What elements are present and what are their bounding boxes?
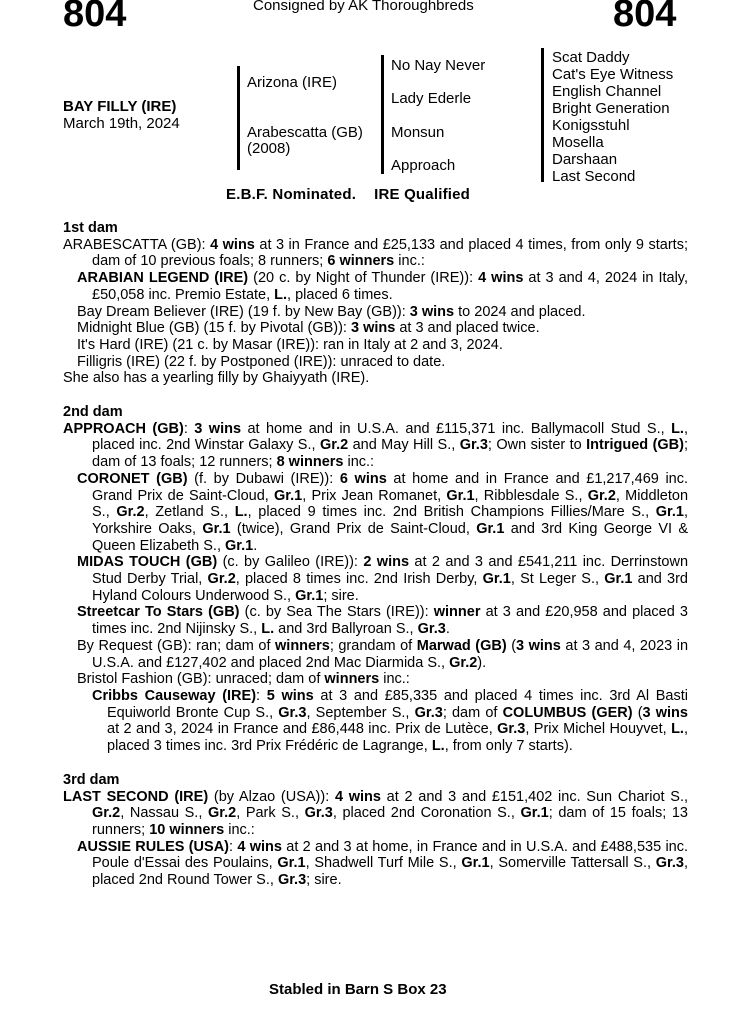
pedigree-entry: It's Hard (IRE) (21 c. by Masar (IRE)): ran in Italy at 2 and 3, 2024. <box>77 336 503 353</box>
bold-text: Gr.3 <box>497 721 526 738</box>
pedigree-gen3-name: Bright Generation <box>552 100 670 117</box>
pedigree-gen3-name: Last Second <box>552 168 636 185</box>
section-heading: 2nd dam <box>63 404 123 421</box>
bold-text: AUSSIE RULES (USA) <box>77 838 230 855</box>
bold-text: Gr.1 <box>461 855 490 872</box>
nominations <box>226 186 488 203</box>
stabling-info: Stabled in Barn S Box 23 <box>269 981 447 998</box>
bold-text: 6 wins <box>339 470 387 487</box>
bold-text: Gr.2 <box>319 437 349 454</box>
bold-text: L. <box>234 504 248 521</box>
bold-text: 8 winners <box>276 454 344 471</box>
pedigree-bracket-1 <box>237 66 240 170</box>
pedigree-entry: By Request (GB): ran; dam of winners; grandam of Marwad (GB) (3 wins at 3 and 4, 2023 in U.S.A. and £127,402 and placed 2nd Mac Diarmida S., Gr.2). <box>77 637 689 671</box>
bold-text: COLUMBUS (GER) <box>502 704 633 721</box>
pedigree-dam-year: (2008) <box>247 140 291 157</box>
bold-text: Gr.1 <box>277 855 306 872</box>
bold-text: 3 wins <box>350 320 396 337</box>
bold-text: Gr.1 <box>202 520 231 537</box>
pedigree-gen3-name: Mosella <box>552 134 604 151</box>
bold-text: Gr.2 <box>207 805 237 822</box>
bold-text: 10 winners <box>149 821 225 838</box>
bold-text: winner <box>433 604 481 621</box>
bold-text: Gr.3 <box>277 872 307 889</box>
pedigree-entry: AUSSIE RULES (USA): 4 wins at 2 and 3 at home, in France and in U.S.A. and £488,535 inc. Poule d'Essai des Poulains, Gr.1, Shadwell Turf Mile S., Gr.1, Somerville Tattersall S., Gr.3, placed 2nd Round Tower S., Gr.3; sire. <box>77 838 689 889</box>
bold-text: APPROACH (GB) <box>63 420 184 437</box>
bold-text: Gr.3 <box>459 437 488 454</box>
pedigree-sire-sire: No Nay Never <box>391 57 486 74</box>
horse-foaled: March 19th, 2024 <box>63 115 180 132</box>
pedigree-entry: Bristol Fashion (GB): unraced; dam of winners inc.: <box>77 671 410 688</box>
pedigree-dam-sire: Monsun <box>391 124 445 141</box>
pedigree-sire-dam: Lady Ederle <box>391 90 472 107</box>
bold-text: 3 wins <box>194 420 242 437</box>
bold-text: Gr.3 <box>417 621 446 638</box>
bold-text: Gr.3 <box>414 704 443 721</box>
ebf-nomination: E.B.F. Nominated. <box>226 186 357 203</box>
bold-text: L. <box>671 420 684 437</box>
bold-text: LAST SECOND (IRE) <box>63 788 209 805</box>
pedigree-gen3-name: Konigsstuhl <box>552 117 630 134</box>
section-gap <box>63 387 688 404</box>
bold-text: ARABIAN LEGEND (IRE) <box>77 270 249 287</box>
bold-text: Gr.3 <box>655 855 684 872</box>
bold-text: 3 wins <box>642 704 688 721</box>
bold-text: 4 wins <box>237 838 282 855</box>
bold-text: Gr.1 <box>655 504 684 521</box>
bold-text: L. <box>671 721 684 738</box>
pedigree-dam: Arabescatta (GB) <box>247 124 363 141</box>
pedigree-dam-dam: Approach <box>391 157 456 174</box>
pedigree-entry: Streetcar To Stars (GB) (c. by Sea The Stars (IRE)): winner at 3 and £20,958 and placed 3 times inc. 2nd Nijinsky S., L. and 3rd Ballyroan S., Gr.3. <box>77 604 688 638</box>
bold-text: Intrigued (GB) <box>586 437 684 454</box>
pedigree-gen3-name: Scat Daddy <box>552 49 630 66</box>
pedigree-entry: She also has a yearling filly by Ghaiyyath (IRE). <box>63 370 370 387</box>
bold-text: CORONET (GB) <box>77 470 188 487</box>
pedigree-bracket-2 <box>381 55 384 174</box>
pedigree-bracket-3 <box>541 48 544 182</box>
bold-text: Gr.2 <box>207 571 236 588</box>
bold-text: 4 wins <box>334 788 381 805</box>
bold-text: Gr.1 <box>446 487 475 504</box>
bold-text: MIDAS TOUCH (GB) <box>77 554 218 571</box>
bold-text: Streetcar To Stars (GB) <box>77 604 240 621</box>
bold-text: winners <box>275 637 330 654</box>
pedigree-entry: ARABIAN LEGEND (IRE) (20 c. by Night of Thunder (IRE)): 4 wins at 3 and 4, 2024 in Italy, £50,058 inc. Premio Estate, L., placed 6 times. <box>77 270 689 303</box>
bold-text: L. <box>431 738 445 755</box>
bold-text: Gr.2 <box>587 487 616 504</box>
bold-text: L. <box>261 621 275 638</box>
pedigree-entry: ARABESCATTA (GB): 4 wins at 3 in France and £25,133 and placed 4 times, from only 9 starts; dam of 10 previous foals; 8 runners; 6 winners inc.: <box>63 236 688 270</box>
pedigree-gen3-name: English Channel <box>552 83 662 100</box>
section-gap <box>63 755 688 772</box>
pedigree-entry: Cribbs Causeway (IRE): 5 wins at 3 and £85,335 and placed 4 times inc. 3rd Al Basti Equiworld Bronte Cup S., Gr.3, September S., Gr.3; dam of COLUMBUS (GER) (3 wins at 2 and 3, 2024 in France and £86,448 inc. Prix de Lutèce, Gr.3, Prix Michel Houyvet, L., placed 3 times inc. 3rd Prix Frédéric de Lagrange, L., from only 7 starts). <box>92 687 688 755</box>
bold-text: 3 wins <box>516 637 561 654</box>
ire-qualified: IRE Qualified <box>374 186 471 203</box>
bold-text: 4 wins <box>210 236 255 253</box>
bold-text: Gr.1 <box>520 805 549 822</box>
bold-text: Gr.1 <box>482 571 511 588</box>
bold-text: Gr.2 <box>92 805 121 822</box>
bold-text: Gr.2 <box>116 504 145 521</box>
pedigree-gen3-name: Cat's Eye Witness <box>552 66 674 83</box>
pedigree-entry: APPROACH (GB): 3 wins at home and in U.S.A. and £115,371 inc. Ballymacoll Stud S., L., placed inc. 2nd Winstar Galaxy S., Gr.2 and May Hill S., Gr.3; Own sister to Intrigued (GB); dam of 13 foals; 12 runners; 8 winners inc.: <box>63 420 689 471</box>
pedigree-entry: CORONET (GB) (f. by Dubawi (IRE)): 6 wins at home and in France and £1,217,469 inc. Grand Prix de Saint-Cloud, Gr.1, Prix Jean Romanet, Gr.1, Ribblesdale S., Gr.2, Middleton S., Gr.2, Zetland S., L., placed 9 times inc. 2nd British Champions Fillies/Mare S., Gr.1, Yorkshire Oaks, Gr.1 (twice), Grand Prix de Saint-Cloud, Gr.1 and 3rd King George VI & Queen Elizabeth S., Gr.1. <box>77 470 689 554</box>
lot-number-left: 804 <box>63 0 127 35</box>
catalogue-body <box>63 220 688 889</box>
lot-number-right: 804 <box>613 0 677 35</box>
pedigree-entry: Bay Dream Believer (IRE) (19 f. by New Bay (GB)): 3 wins to 2024 and placed. <box>77 303 586 320</box>
bold-text: Gr.3 <box>304 805 333 822</box>
pedigree-entry: LAST SECOND (IRE) (by Alzao (USA)): 4 wins at 2 and 3 and £151,402 inc. Sun Chariot S., Gr.2, Nassau S., Gr.2, Park S., Gr.3, placed 2nd Coronation S., Gr.1; dam of 15 foals; 13 runners; 10 winners inc.: <box>63 788 689 838</box>
bold-text: Gr.3 <box>278 704 307 721</box>
horse-sex: BAY FILLY (IRE) <box>63 98 177 115</box>
bold-text: Gr.1 <box>476 520 505 537</box>
consignor: Consigned by AK Thoroughbreds <box>253 0 474 14</box>
bold-text: Gr.1 <box>225 537 254 554</box>
bold-text: Gr.1 <box>274 487 303 504</box>
bold-text: 4 wins <box>478 270 524 287</box>
bold-text: 3 wins <box>409 303 455 320</box>
pedigree-entry: MIDAS TOUCH (GB) (c. by Galileo (IRE)): 2 wins at 2 and 3 and £541,211 inc. Derrinstown Stud Derby Trial, Gr.2, placed 8 times inc. 2nd Irish Derby, Gr.1, St Leger S., Gr.1 and 3rd Hyland Colours Underwood S., Gr.1; sire. <box>77 554 689 604</box>
section-heading: 1st dam <box>63 220 118 236</box>
bold-text: 6 winners <box>327 253 395 270</box>
bold-text: Marwad (GB) <box>416 637 507 654</box>
pedigree-sire: Arizona (IRE) <box>247 74 338 91</box>
bold-text: Gr.1 <box>604 571 633 588</box>
pedigree-entry: Filligris (IRE) (22 f. by Postponed (IRE)): unraced to date. <box>77 353 446 370</box>
section-heading: 3rd dam <box>63 771 120 788</box>
bold-text: Cribbs Causeway (IRE) <box>92 687 257 704</box>
bold-text: Gr.1 <box>295 587 324 604</box>
bold-text: L. <box>274 286 288 303</box>
pedigree-entry: Midnight Blue (GB) (15 f. by Pivotal (GB)): 3 wins at 3 and placed twice. <box>77 320 540 337</box>
bold-text: 2 wins <box>363 554 410 571</box>
pedigree-gen3-name: Darshaan <box>552 151 618 168</box>
bold-text: winners <box>324 671 380 688</box>
bold-text: 5 wins <box>266 687 314 704</box>
pedigree-gen3 <box>552 49 673 185</box>
bold-text: Gr.2 <box>449 654 478 671</box>
